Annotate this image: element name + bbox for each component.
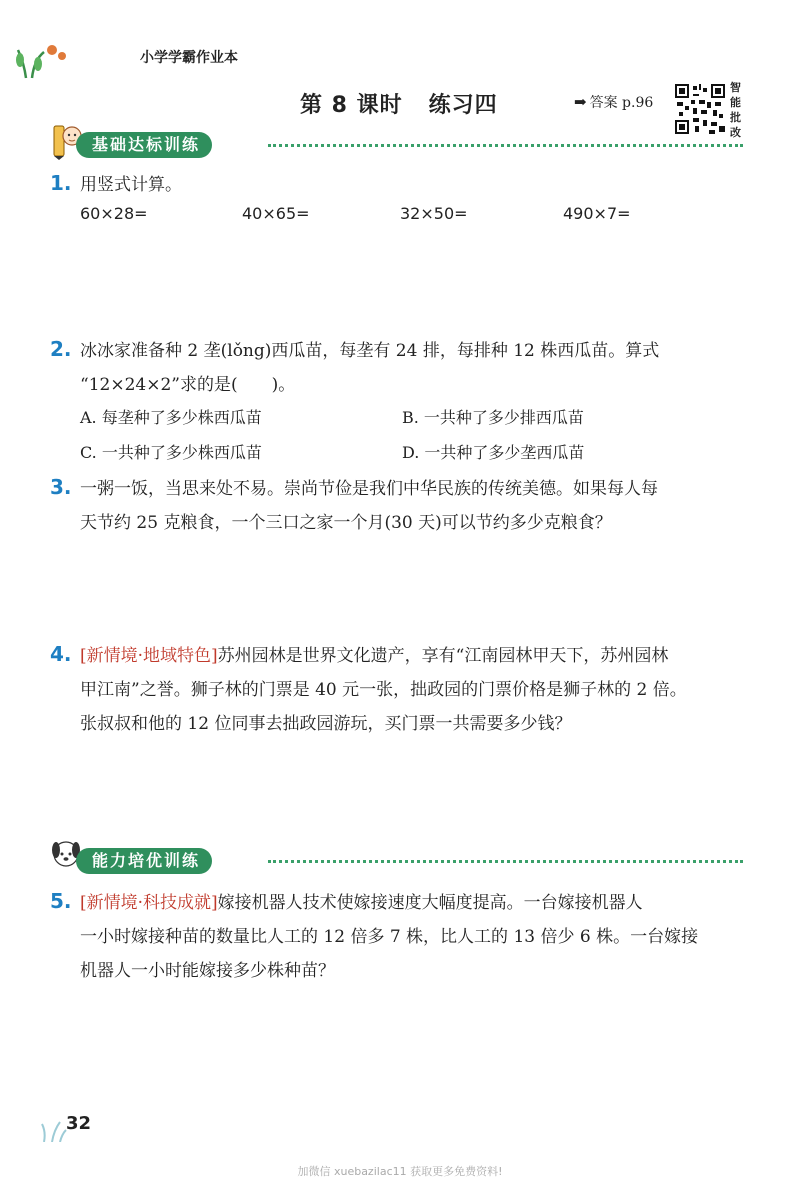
answer-label: 答案 p.96 bbox=[589, 95, 654, 111]
question-number: 3. bbox=[50, 475, 72, 499]
question-text: 嫁接机器人技术使嫁接速度大幅度提高。一台嫁接机器人 bbox=[217, 893, 643, 913]
lesson-name: 练习四 bbox=[428, 93, 498, 118]
qr-code-icon[interactable] bbox=[675, 84, 725, 134]
question-1 bbox=[50, 168, 750, 202]
section-basic bbox=[48, 132, 743, 162]
question-number: 5. bbox=[50, 889, 72, 913]
calc-item: 490×7= bbox=[563, 204, 631, 223]
question-text: )。 bbox=[271, 375, 296, 395]
footer-note: 加微信 xuebazilac11 获取更多免费资料! bbox=[297, 1165, 503, 1178]
question-number: 1. bbox=[50, 171, 72, 195]
section-basic-divider bbox=[268, 144, 743, 147]
section-advanced bbox=[48, 848, 743, 878]
option-b[interactable]: B. 一共种了多少排西瓜苗 bbox=[402, 408, 584, 427]
question-text: “12×24×2”求的是( bbox=[80, 375, 238, 395]
question-text: 苏州园林是世界文化遗产，享有“江南园林甲天下，苏州园林 bbox=[217, 646, 669, 666]
section-basic-title: 基础达标训练 bbox=[76, 132, 212, 158]
question-3 bbox=[50, 470, 750, 540]
question-text: 天节约 25 克粮食，一个三口之家一个月(30 天)可以节约多少克粮食？ bbox=[80, 513, 612, 533]
section-advanced-divider bbox=[268, 860, 743, 863]
plant-logo-icon bbox=[14, 38, 74, 80]
question-tag: [新情境·科技成就] bbox=[80, 893, 218, 913]
option-c[interactable]: C. 一共种了多少株西瓜苗 bbox=[80, 443, 262, 462]
question-4 bbox=[50, 637, 750, 741]
question-5 bbox=[50, 884, 750, 988]
calc-item: 60×28= bbox=[80, 204, 148, 223]
calc-item: 32×50= bbox=[400, 204, 468, 223]
question-number: 2. bbox=[50, 337, 72, 361]
calc-item: 40×65= bbox=[242, 204, 310, 223]
seaweed-decoration-icon bbox=[40, 1120, 68, 1142]
option-a[interactable]: A. 每垄种了多少株西瓜苗 bbox=[80, 408, 262, 427]
book-title: 小学学霸作业本 bbox=[140, 50, 238, 66]
question-text: 机器人一小时能嫁接多少株种苗？ bbox=[80, 961, 335, 981]
lesson-title bbox=[300, 88, 498, 119]
question-2 bbox=[50, 332, 750, 402]
question-text: 冰冰家准备种 2 垄(lǒng)西瓜苗，每垄有 24 排，每排种 12 株西瓜苗。算式 bbox=[80, 341, 660, 361]
question-text: 用竖式计算。 bbox=[80, 175, 182, 195]
question-text: 张叔叔和他的 12 位同事去拙政园游玩，买门票一共需要多少钱？ bbox=[80, 714, 572, 734]
answer-reference bbox=[574, 92, 653, 112]
question-text: 一小时嫁接种苗的数量比人工的 12 倍多 7 株，比人工的 13 倍少 6 株。一台嫁接 bbox=[80, 927, 699, 947]
question-text: 甲江南”之誉。狮子林的门票是 40 元一张，拙政园的门票价格是狮子林的 2 倍。 bbox=[80, 680, 687, 700]
option-d[interactable]: D. 一共种了多少垄西瓜苗 bbox=[402, 443, 585, 462]
section-advanced-title: 能力培优训练 bbox=[76, 848, 212, 874]
arrow-right-icon: ➡ bbox=[574, 93, 587, 111]
question-text: 一粥一饭，当思来处不易。崇尚节俭是我们中华民族的传统美德。如果每人每 bbox=[80, 479, 658, 499]
lesson-number: 第 8 课时 bbox=[300, 93, 403, 118]
question-tag: [新情境·地域特色] bbox=[80, 646, 218, 666]
page-number: 32 bbox=[66, 1113, 92, 1134]
question-number: 4. bbox=[50, 642, 72, 666]
smart-grading-label: 智 能 批 改 bbox=[730, 81, 741, 139]
